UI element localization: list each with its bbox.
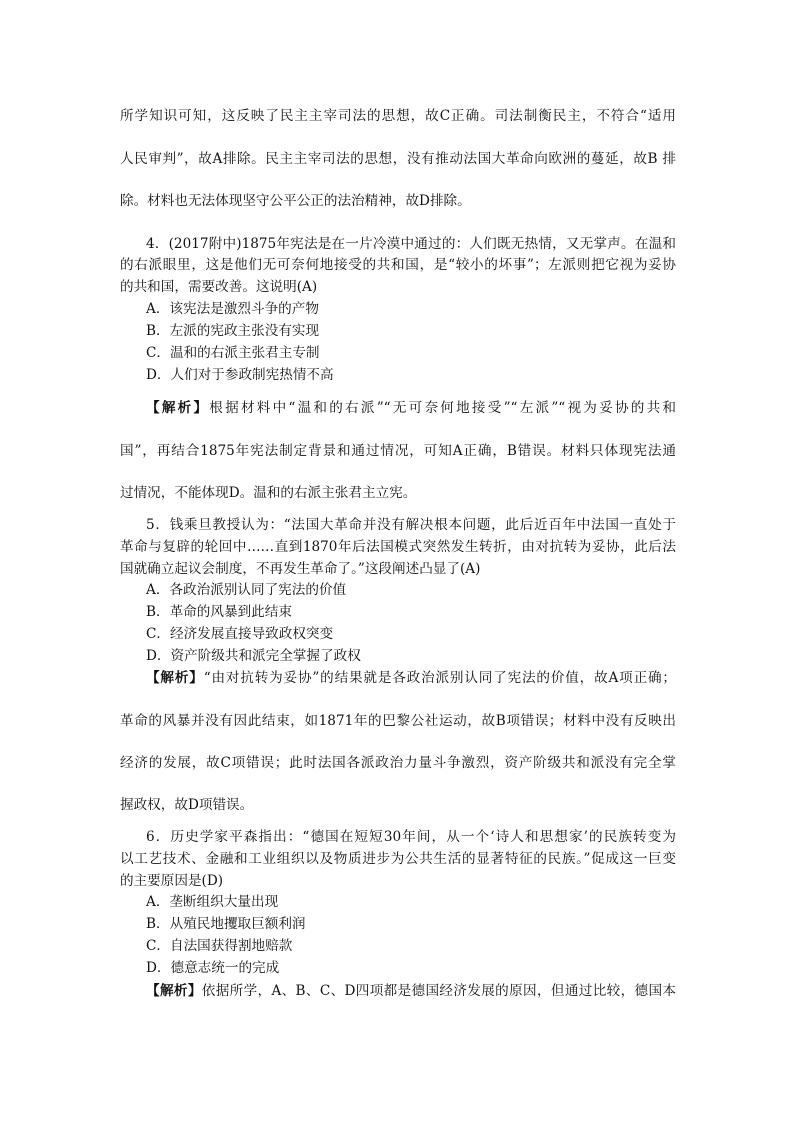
analysis-line: 人民审判”，故A排除。民主主宰司法的思想，没有推动法国大革命向欧洲的蔓延，故B 排 [120,151,676,167]
question-stem-line: 的主要原因是(D) [120,873,224,889]
analysis-line: 经济的发展，故C项错误；此时法国各派政治力量斗争激烈，资产阶级共和派没有完全掌 [120,755,676,771]
option-a: A．该宪法是激烈斗争的产物 [146,301,319,317]
analysis-text: 依据所学，A、B、C、D四项都是德国经济发展的原因，但通过比较，德国本 [201,983,676,999]
question-stem-line: 6．历史学家平森指出：“德国在短短30年间，从一个‘诗人和思想家’的民族转变为 [146,829,676,845]
analysis-line: 所学知识可知，这反映了民主主宰司法的思想，故C正确。司法制衡民主，不符合“适用 [120,108,676,124]
analysis-text: 根据材料中“温和的右派”“无可奈何地接受”“左派”“视为妥协的共和 [209,400,676,416]
analysis-text: “由对抗转为妥协”的结果就是各政治派别认同了宪法的价值，故A项正确； [203,670,676,686]
question-stem-line: 4．(2017附中)1875年宪法是在一片冷漠中通过的：人们既无热情，又无掌声。在温和 [146,236,676,252]
analysis-line: 国”，再结合1875年宪法制定背景和通过情况，可知A正确，B错误。材料只体现宪法通 [120,443,676,459]
analysis-tag: 【解析】 [146,400,210,416]
option-b: B．革命的风暴到此结束 [146,604,292,620]
analysis-line: 革命的风暴并没有因此结束，如1871年的巴黎公社运动，故B项错误；材料中没有反映出 [120,713,676,729]
option-d: D．资产阶级共和派完全掌握了政权 [146,648,361,664]
question-stem-line: 革命与复辟的轮回中……直到1870年后法国模式突然发生转折，由对抗转为妥协，此后法 [120,539,676,555]
option-c: C．经济发展直接导致政权突变 [146,626,334,642]
analysis-tag: 【解析】 [146,983,202,999]
analysis-line [146,982,676,1000]
analysis-line: 除。材料也无法体现坚守公平公正的法治精神，故D排除。 [120,193,471,209]
analysis-line [146,669,676,687]
option-d: D．人们对于参政制宪热情不高 [146,367,334,383]
analysis-line: 过情况，不能体现D。温和的右派主张君主立宪。 [120,485,417,501]
option-c: C．自法国获得割地赔款 [146,938,293,954]
option-b: B．从殖民地攫取巨额利润 [146,916,306,932]
analysis-line [146,399,676,417]
question-stem-line: 国就确立起议会制度，不再发生革命了。”这段阐述凸显了(A) [120,561,481,577]
analysis-tag: 【解析】 [146,670,204,686]
option-a: A．各政治派别认同了宪法的价值 [146,582,347,598]
question-stem-line: 的右派眼里，这是他们无可奈何地接受的共和国，是“较小的坏事”；左派则把它视为妥协 [120,257,676,273]
option-c: C．温和的右派主张君主专制 [146,345,320,361]
question-stem-line: 以工艺技术、金融和工业组织以及物质进步为公共生活的显著特征的民族。”促成这一巨变 [120,851,676,867]
question-stem-line: 5．钱乘旦教授认为：“法国大革命并没有解决根本问题，此后近百年中法国一直处于 [146,517,676,533]
option-d: D．德意志统一的完成 [146,960,280,976]
option-b: B．左派的宪政主张没有实现 [146,323,320,339]
question-stem-line: 的共和国，需要改善。这说明(A) [120,279,318,295]
option-a: A．垄断组织大量出现 [146,894,279,910]
analysis-line: 握政权，故D项错误。 [120,797,254,813]
